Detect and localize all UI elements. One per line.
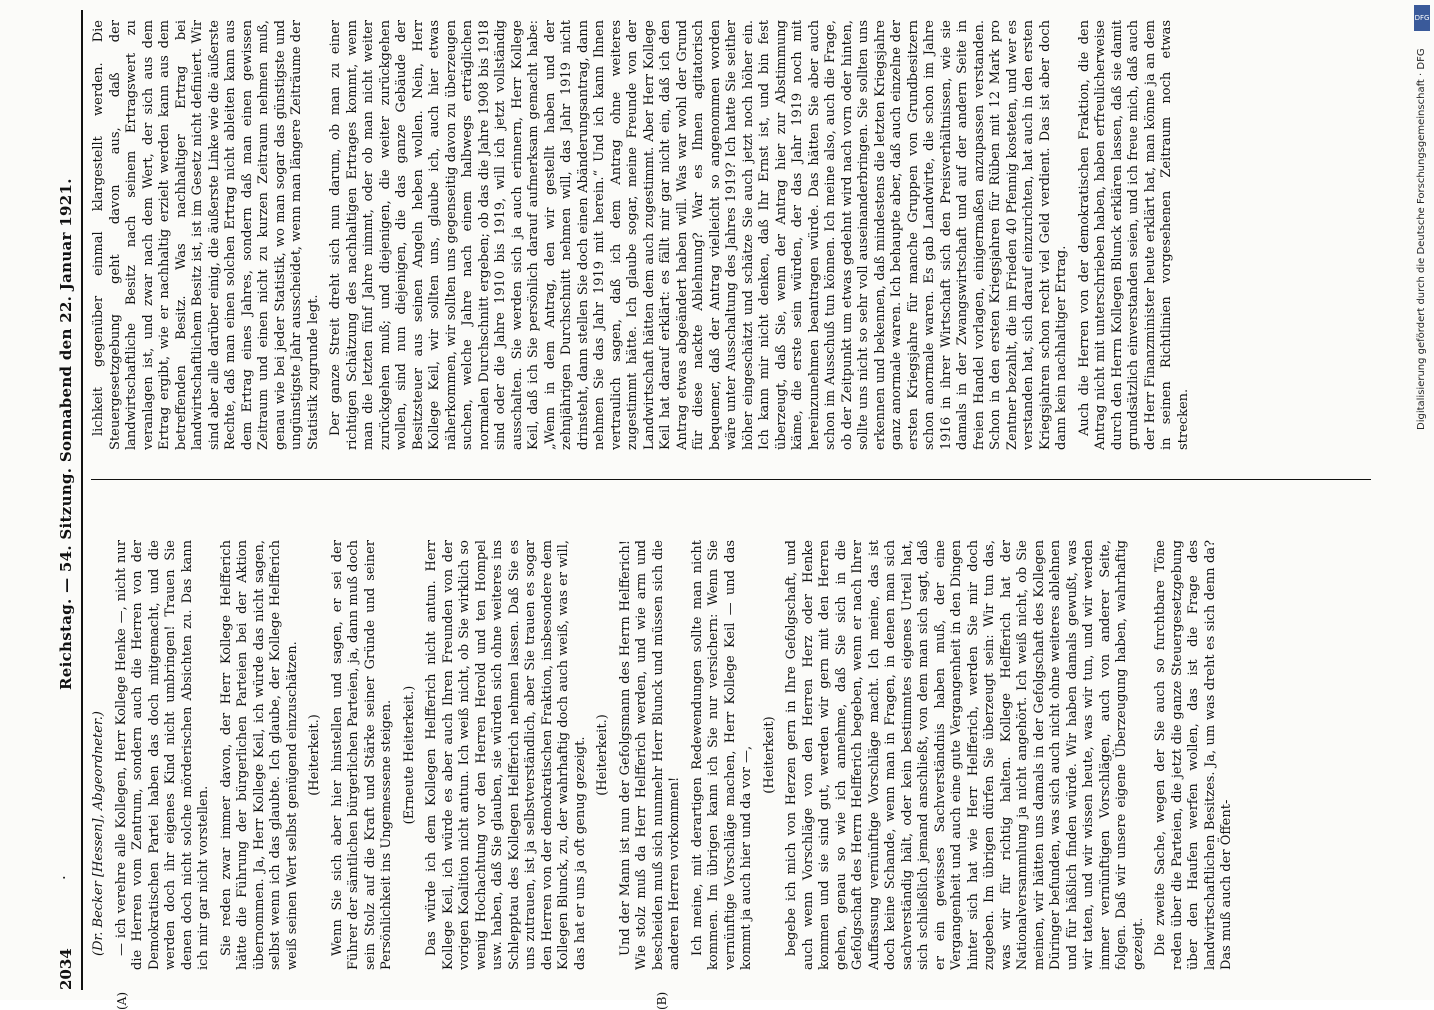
interjection: (Erneute Heiterkeit.) <box>401 685 417 825</box>
left-column <box>91 540 1381 970</box>
paragraph: Der ganze Streit dreht sich nun darum, ob man zu einer richtigen Schätzung des nachhaltigen Ertrages kommt, wenn man die letzten fünf Jahre nimmt, oder ob man nicht weiter zurückgehen muß; und diejenigen, die weiter zurückgehen wollen, sind nun diejenigen, die das ganze Gebäude der Besitzsteuer aus seinen Angeln heben wollen. Nein, Herr Kollege Keil, wir sollten uns, glaube ich, auch hier etwas näherkommen, wir sollten uns gegenseitig davon zu überzeugen suchen, welche Jahre nach einem halbwegs erträglichen normalen Durchschnitt ergeben; ob das die Jahre 1908 bis 1918 sind oder die Jahre 1910 bis 1919, will ich jetzt vollständig ausschalten. Sie werden sich ja auch erinnern, Herr Kollege Keil, daß ich Sie persönlich darauf aufmerksam gemacht habe: „Wenn in dem Antrag, den wir gestellt haben und der zehnjährigen Durchschnitt nehmen will, das Jahr 1919 nicht drinsteht, dann stellen Sie doch einen Abänderungsantrag, dann nehmen Sie das Jahr 1919 mit herein.“ Und ich kann Ihnen vertraulich sagen, daß ich dem Antrag ohne weiteres zugestimmt hätte. Ich glaube sogar, meine Freunde von der Landwirtschaft hätten dem auch zugestimmt. Aber Herr Kollege Keil hat darauf erklärt: es fällt mir gar nicht ein, daß ich den Antrag etwas abgeändert haben will. Was war wohl der Grund für diese nackte Ablehnung? War es Ihnen agitatorisch bequemer, daß der Antrag vielleicht so angenommen worden wäre unter Ausschaltung des Jahres 1919? Ich hatte Sie seither höher eingeschätzt und schätze Sie auch jetzt noch höher ein. Ich kann mir nicht denken, daß Ihr Ernst ist, und bin fest überzeugt, daß Sie, wenn der Antrag hier zur Abstimmung käme, die erste sein würden, der das Jahr 1919 noch mit hereinzunehmen beantragen würde. Das hätten Sie aber auch schon im Ausschuß tun können. Ich meine also, auch die Frage, ob der Zeitpunkt um etwas gedehnt wird nach vorn oder hinten, sollte uns nicht so sehr voll auseinanderbringen. Sie sollten uns erkennen und bekennen, daß mindestens die letzten Kriegsjahre ganz anormale waren. Ich behaupte aber, daß auch einzelne der ersten Kriegsjahre für manche Gruppen von Grundbesitzern schon anormale waren. Es gab Landwirte, die schon im Jahre 1916 in ihrer Wirtschaft sich den Preisverhältnissen, wie sie damals in der Zwangswirtschaft und auf der andern Seite in freien Handel vorlagen, einigermaßen anzupassen verstanden. Schon in den ersten Kriegsjahren für Rüben mit 12 Mark pro Zentner bezahlt, die im Frieden 40 Pfennig kosteten, und wer es verstanden hat, sich darauf einzurichten, hat auch in den ersten Kriegsjahren schon recht viel Geld verdient. Das ist aber doch dann kein nachhaltiger Ertrag. <box>328 20 1069 450</box>
paragraph: Und der Mann ist nun der Gefolgsmann des Herrn Helfferich! Wie stolz muß da Herr Helfferich werden, und wie arm und bescheiden muß sich nunmehr Herr Blunck und müssen sich die anderen Herren vorkommen! <box>617 540 682 970</box>
paragraph: Sie reden zwar immer davon, der Herr Kollege Helfferich hätte die Führung der bürgerlichen Parteien bei der Aktion übernommen. Ja, Herr Kollege Keil, ich würde das nicht sagen, selbst wenn ich das glaubte. Ich glaube, der Kollege Helfferich weiß seinen Wert selbst genügend einzuschätzen. <box>218 540 300 970</box>
page-number: 2034 <box>57 948 75 990</box>
paragraph: Auch die Herren von der demokratischen Fraktion, die den Antrag nicht mit unterschrieben haben, haben erfreulicherweise durch den Herrn Kollegen Blunck erklären lassen, daß sie damit grundsätzlich einverstanden seien, und ich freue mich, daß auch der Herr Finanzminister heute erklärt hat, man könne ja an dem in seinen Richtlinien vorgesehenen Zeitraum noch etwas strecken. <box>1076 20 1191 450</box>
paragraph: Ich meine, mit derartigen Redewendungen sollte man nicht kommen. Im übrigen kann ich Sie nur versichern: Wenn Sie vernünftige Vorschläge machen, Herr Kollege Keil — und das kommt ja auch hier und da vor —, <box>689 540 754 970</box>
page-header <box>55 10 83 990</box>
margin-marker-a: (A) <box>115 991 129 1010</box>
rotated-page-content <box>55 10 1395 1010</box>
speaker-line: (Dr. Becker [Hessen], Abgeordneter.) <box>91 711 106 956</box>
interjection: (Heiterkeit) <box>761 716 777 794</box>
paragraph: lichkeit gegenüber einmal klargestellt werden. Die Steuergesetzgebung geht davon aus, daß der landwirtschaftliche Besitz nach seinem Ertragswert zu veranlagen ist, und zwar nach dem Wert, der sich aus dem Ertrag ergibt, wie er nachhaltig erzielt werden kann aus dem betreffenden Besitz. Was nachhaltiger Ertrag bei landwirtschaftlichem Besitz ist, ist im Gesetz nicht definiert. Wir sind aber alle darüber einig, die äußerste Linke wie die äußerste Rechte, daß man einen solchen Ertrag nicht ableiten kann aus dem Ertrag eines Jahres, sondern daß man einen gewissen Zeitraum und einen nicht zu kurzen Zeitraum nehmen muß, genau wie bei jeder Statistik, wo man sogar das günstigste und ungünstigste Jahr ausscheidet, wenn man längere Zeiträume der Statistik zugrunde legt. <box>91 20 321 450</box>
digitization-sidebar <box>1412 0 1434 1000</box>
digitization-credit: Digitalisierung gefördert durch die Deutsche Forschungsgemeinschaft · DFG <box>1416 48 1427 430</box>
interjection: (Heiterkeit.) <box>307 714 322 796</box>
paragraph: Die zweite Sache, wegen der Sie auch so furchtbare Töne reden über die Parteien, die jetzt die ganze Steuergesetzgebung über den Haufen werfen wollen, das ist die Frage des landwirtschaftlichen Besitzes. Ja, um was dreht es sich denn da? Das muß auch der Öffent- <box>1153 540 1234 970</box>
margin-marker-b: (B) <box>655 991 669 1010</box>
paragraph: Wenn Sie sich aber hier hinstellen und sagen, er sei der Führer der sämtlichen bürgerlichen Parteien, ja, dann muß doch sein Stolz auf die Kraft und Stärke seiner Gründe und seiner Persönlichkeit ins Ungemessene steigen. <box>329 540 394 970</box>
page-title: Reichstag. — 54. Sitzung. Sonnabend den 22. Januar 1921. <box>57 178 75 690</box>
paragraph: — ich verehre alle Kollegen, Herr Kollege Henke —, nicht nur die Herren vom Zentrum, sondern auch die Herren von der Demokratischen Partei haben das doch mitgemacht, und die werden doch ihr eigenes Kind nicht umbringen! Trauen Sie denen doch nicht solche mörderischen Absichten zu. Das kann ich mir gar nicht vorstellen. <box>113 540 211 970</box>
header-dot: · <box>55 875 73 880</box>
dfg-logo: DFG <box>1414 5 1430 31</box>
paragraph: begebe ich mich von Herzen gern in Ihre Gefolgschaft, und auch wenn Vorschläge von den Herren Herz oder Henke kommen und sie sind gut, werden wir gern mit den Herren gehen, genau so wie ich annehme, daß Sie sich in die Gefolgschaft des Herrn Helfferich begeben, wenn er nach Ihrer Auffassung vernünftige Vorschläge macht. Ich meine, das ist doch keine Schande, wenn man in Fragen, in denen man sich sachverständig hält, oder kein bestimmtes eigenes Urteil hat, sich schließlich jemand anschließt, von dem man sich sagt, daß er ein gewisses Sachverständnis haben muß, der eine Vergangenheit und auch eine gute Vergangenheit in den Dingen hinter sich hat wie Herr Helfferich, werden Sie mir doch zugeben. Im übrigen dürfen Sie überzeugt sein: Wir tun das, was wir für richtig halten. Kollege Helfferich hat der Nationalversammlung ja nicht angehört. Ich weiß nicht, ob Sie meinen, wir hätten uns damals in der Gefolgschaft des Kollegen Düringer befunden, was sich auch nicht ohne weiteres ablehnen und für häßlich finden würde. Wir haben damals gewußt, was wir taten, und wir wissen heute, was wir tun, und wir werden immer vernünftigen Vorschlägen, auch von anderer Seite, folgen. Daß wir unsere eigene Überzeugung haben, wahrhaftig gezeigt. <box>784 540 1146 970</box>
interjection: (Heiterkeit.) <box>595 714 610 796</box>
column-divider <box>91 479 1371 480</box>
paragraph: Das würde ich dem Kollegen Helfferich nicht antun. Herr Kollege Keil, ich würde es aber auch Ihren Freunden von der vorigen Koalition nicht antun. Ich weiß nicht, ob Sie wirklich so wenig Hochachtung vor den Herren Herold und ten Hompel usw. haben, daß Sie glauben, sie würden sich ohne weiteres ins Schlepptau des Kollegen Helfferich nehmen lassen. Daß Sie es uns zutrauen, ist ja selbstverständlich, aber Sie trauen es sogar den Herren von der demokratischen Fraktion, insbesondere dem Kollegen Blunck, zu, der wahrhaftig doch auch weiß, was er will, das hat er uns ja oft genug gezeigt. <box>424 540 588 970</box>
right-column <box>91 20 1381 450</box>
